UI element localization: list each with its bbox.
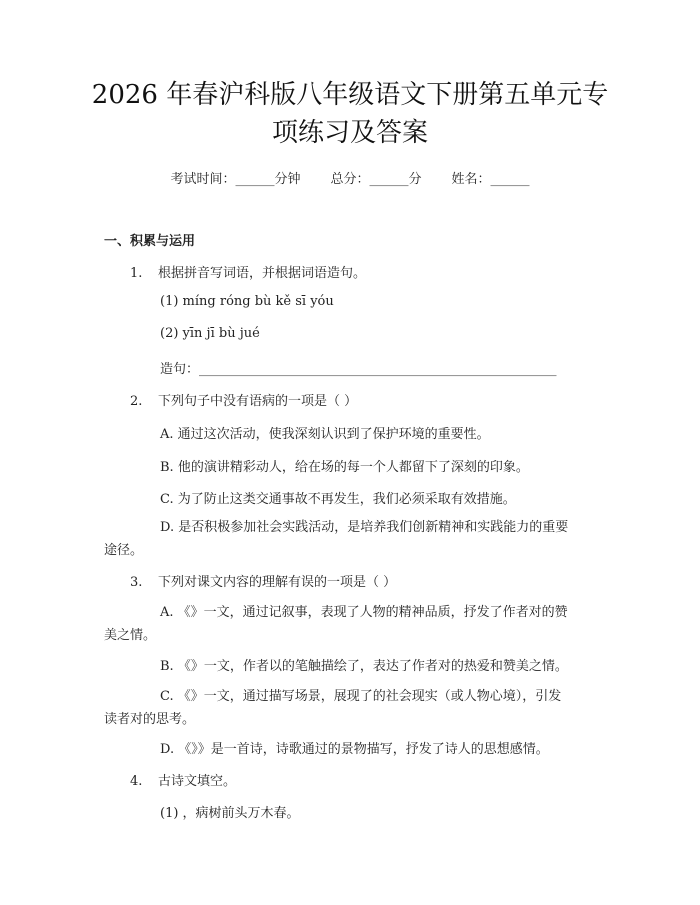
option-a-continued: 美之情。 <box>104 628 157 643</box>
option-c-continued: 读者对的思考。 <box>104 712 196 727</box>
section-heading: 一、积累与运用 <box>104 234 196 249</box>
question-text: 古诗文填空。 <box>158 774 237 789</box>
question-number: 4. <box>130 774 143 789</box>
question-text: 下列对课文内容的理解有误的一项是（ ） <box>158 575 397 590</box>
sentence-blank: 造句：_______________________________________________________ <box>160 362 557 377</box>
option-c: C. 《》一文，通过描写场景，展现了的社会现实（或人物心境），引发 <box>160 689 562 704</box>
student-name: 姓名：______ <box>451 172 530 187</box>
title-line-2: 项练习及答案 <box>271 118 428 148</box>
question-text: 下列句子中没有语病的一项是（ ） <box>158 394 358 409</box>
question-text: 根据拼音写词语，并根据词语造句。 <box>158 266 367 281</box>
option-d: D. 是否积极参加社会实践活动，是培养我们创新精神和实践能力的重要 <box>160 520 569 535</box>
exam-meta <box>0 168 700 187</box>
total-score: 总分：______分 <box>330 172 422 187</box>
option-d-continued: 途径。 <box>104 543 144 558</box>
exam-time: 考试时间：______分钟 <box>170 172 301 187</box>
option-c: C. 为了防止这类交通事故不再发生，我们必须采取有效措施。 <box>160 492 516 507</box>
option-b: B. 《》一文，作者以的笔触描绘了，表达了作者对的热爱和赞美之情。 <box>160 659 568 674</box>
question-number: 2. <box>130 394 143 409</box>
option-a: A. 通过这次活动，使我深刻认识到了保护环境的重要性。 <box>160 427 490 442</box>
poem-blank-1: (1) ，病树前头万木春。 <box>160 806 300 821</box>
option-b: B. 他的演讲精彩动人，给在场的每一个人都留下了深刻的印象。 <box>160 460 529 475</box>
question-4 <box>130 770 236 789</box>
page-title <box>90 76 610 152</box>
question-number: 1. <box>130 266 143 281</box>
pinyin-item-1: (1) míng róng bù kě sī yóu <box>160 294 334 309</box>
question-1 <box>130 262 366 281</box>
question-2 <box>130 390 357 409</box>
question-number: 3. <box>130 575 143 590</box>
option-d: D. 《》》是一首诗，诗歌通过的景物描写，抒发了诗人的思想感情。 <box>160 742 549 757</box>
question-3 <box>130 571 396 590</box>
title-line-1: 2026 年春沪科版八年级语文下册第五单元专 <box>91 80 609 110</box>
pinyin-item-2: (2) yīn jī bù jué <box>160 326 260 341</box>
option-a: A. 《》一文，通过记叙事，表现了人物的精神品质，抒发了作者对的赞 <box>160 605 568 620</box>
